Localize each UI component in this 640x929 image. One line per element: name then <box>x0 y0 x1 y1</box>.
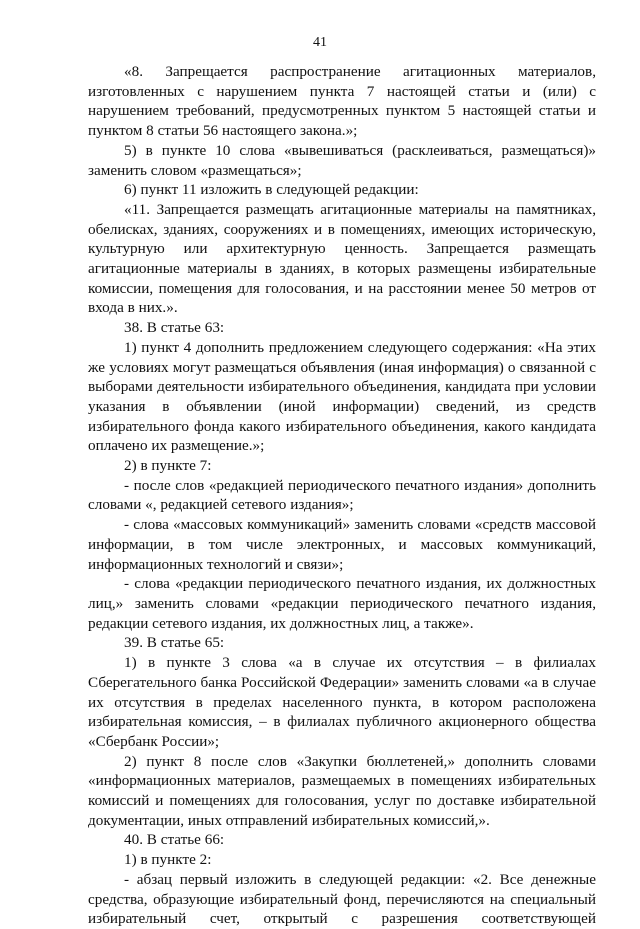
paragraph: 40. В статье 66: <box>124 831 225 849</box>
paragraph: 5) в пункте 10 слова «вывешиваться (расклеиваться, размещаться)» заменить словом «размещаться»; <box>88 141 596 179</box>
paragraph: 1) пункт 4 дополнить предложением следующего содержания: «На этих же условиях могут размещаться объявления (иная информация) о связанной с выборами деятельности избирательного объединения, кандидата при условии указания в объявлении (иной информации) сведений, из средств избирательного фонда какого избирательного объединения, какого кандидата оплачено их размещение.»; <box>88 338 596 455</box>
paragraph: 1) в пункте 2: <box>124 851 212 869</box>
paragraph: 38. В статье 63: <box>124 319 225 337</box>
paragraph: «11. Запрещается размещать агитационные материалы на памятниках, обелисках, зданиях, сооружениях и в помещениях, имеющих историческую, культурную или архитектурную ценность. Запрещается размещать агитационные материалы в зданиях, в которых размещены избирательные комиссии, помещения для голосования, и на расстоянии менее 50 метров от входа в них.». <box>88 200 596 317</box>
paragraph: - слова «редакции периодического печатного издания, их должностных лиц,» заменить словами «редакции периодического печатного издания, редакции сетевого издания, их должностных лиц, а также». <box>88 575 596 632</box>
paragraph: 2) в пункте 7: <box>124 457 212 475</box>
paragraph: - слова «массовых коммуникаций» заменить словами «средств массовой информации, в том числе электронных, и массовых коммуникаций, информационных технологий и связи»; <box>88 516 596 573</box>
paragraph: 39. В статье 65: <box>124 634 225 652</box>
paragraph: 2) пункт 8 после слов «Закупки бюллетеней,» дополнить словами «информационных материалов, размещаемых в помещениях избирательных комиссий и помещениях для голосования, услуг по доставке избирательной документации, иных отправлений избирательных комиссий,». <box>88 752 596 829</box>
page-number: 41 <box>313 35 327 50</box>
paragraph: «8. Запрещается распространение агитационных материалов, изготовленных с нарушением пункта 7 настоящей статьи и (или) с нарушением требований, предусмотренных пунктом 5 настоящей статьи и пунктом 8 статьи 56 настоящего закона.»; <box>88 63 596 140</box>
paragraph: - после слов «редакцией периодического печатного издания» дополнить словами «, редакцией сетевого издания»; <box>88 476 596 514</box>
document-body <box>88 62 596 929</box>
paragraph: - абзац первый изложить в следующей редакции: «2. Все денежные средства, образующие избирательный фонд, перечисляются на специальный избирательный счет, открытый с разрешения соответствующей <box>88 870 596 928</box>
paragraph: 6) пункт 11 изложить в следующей редакции: <box>124 181 419 199</box>
paragraph: 1) в пункте 3 слова «а в случае их отсутствия – в филиалах Сберегательного банка Российской Федерации» заменить словами «а в случае их отсутствия в пределах населенного пункта, в котором расположена избирательная комиссия, – в филиалах публичного акционерного общества «Сбербанк России»; <box>88 654 596 750</box>
